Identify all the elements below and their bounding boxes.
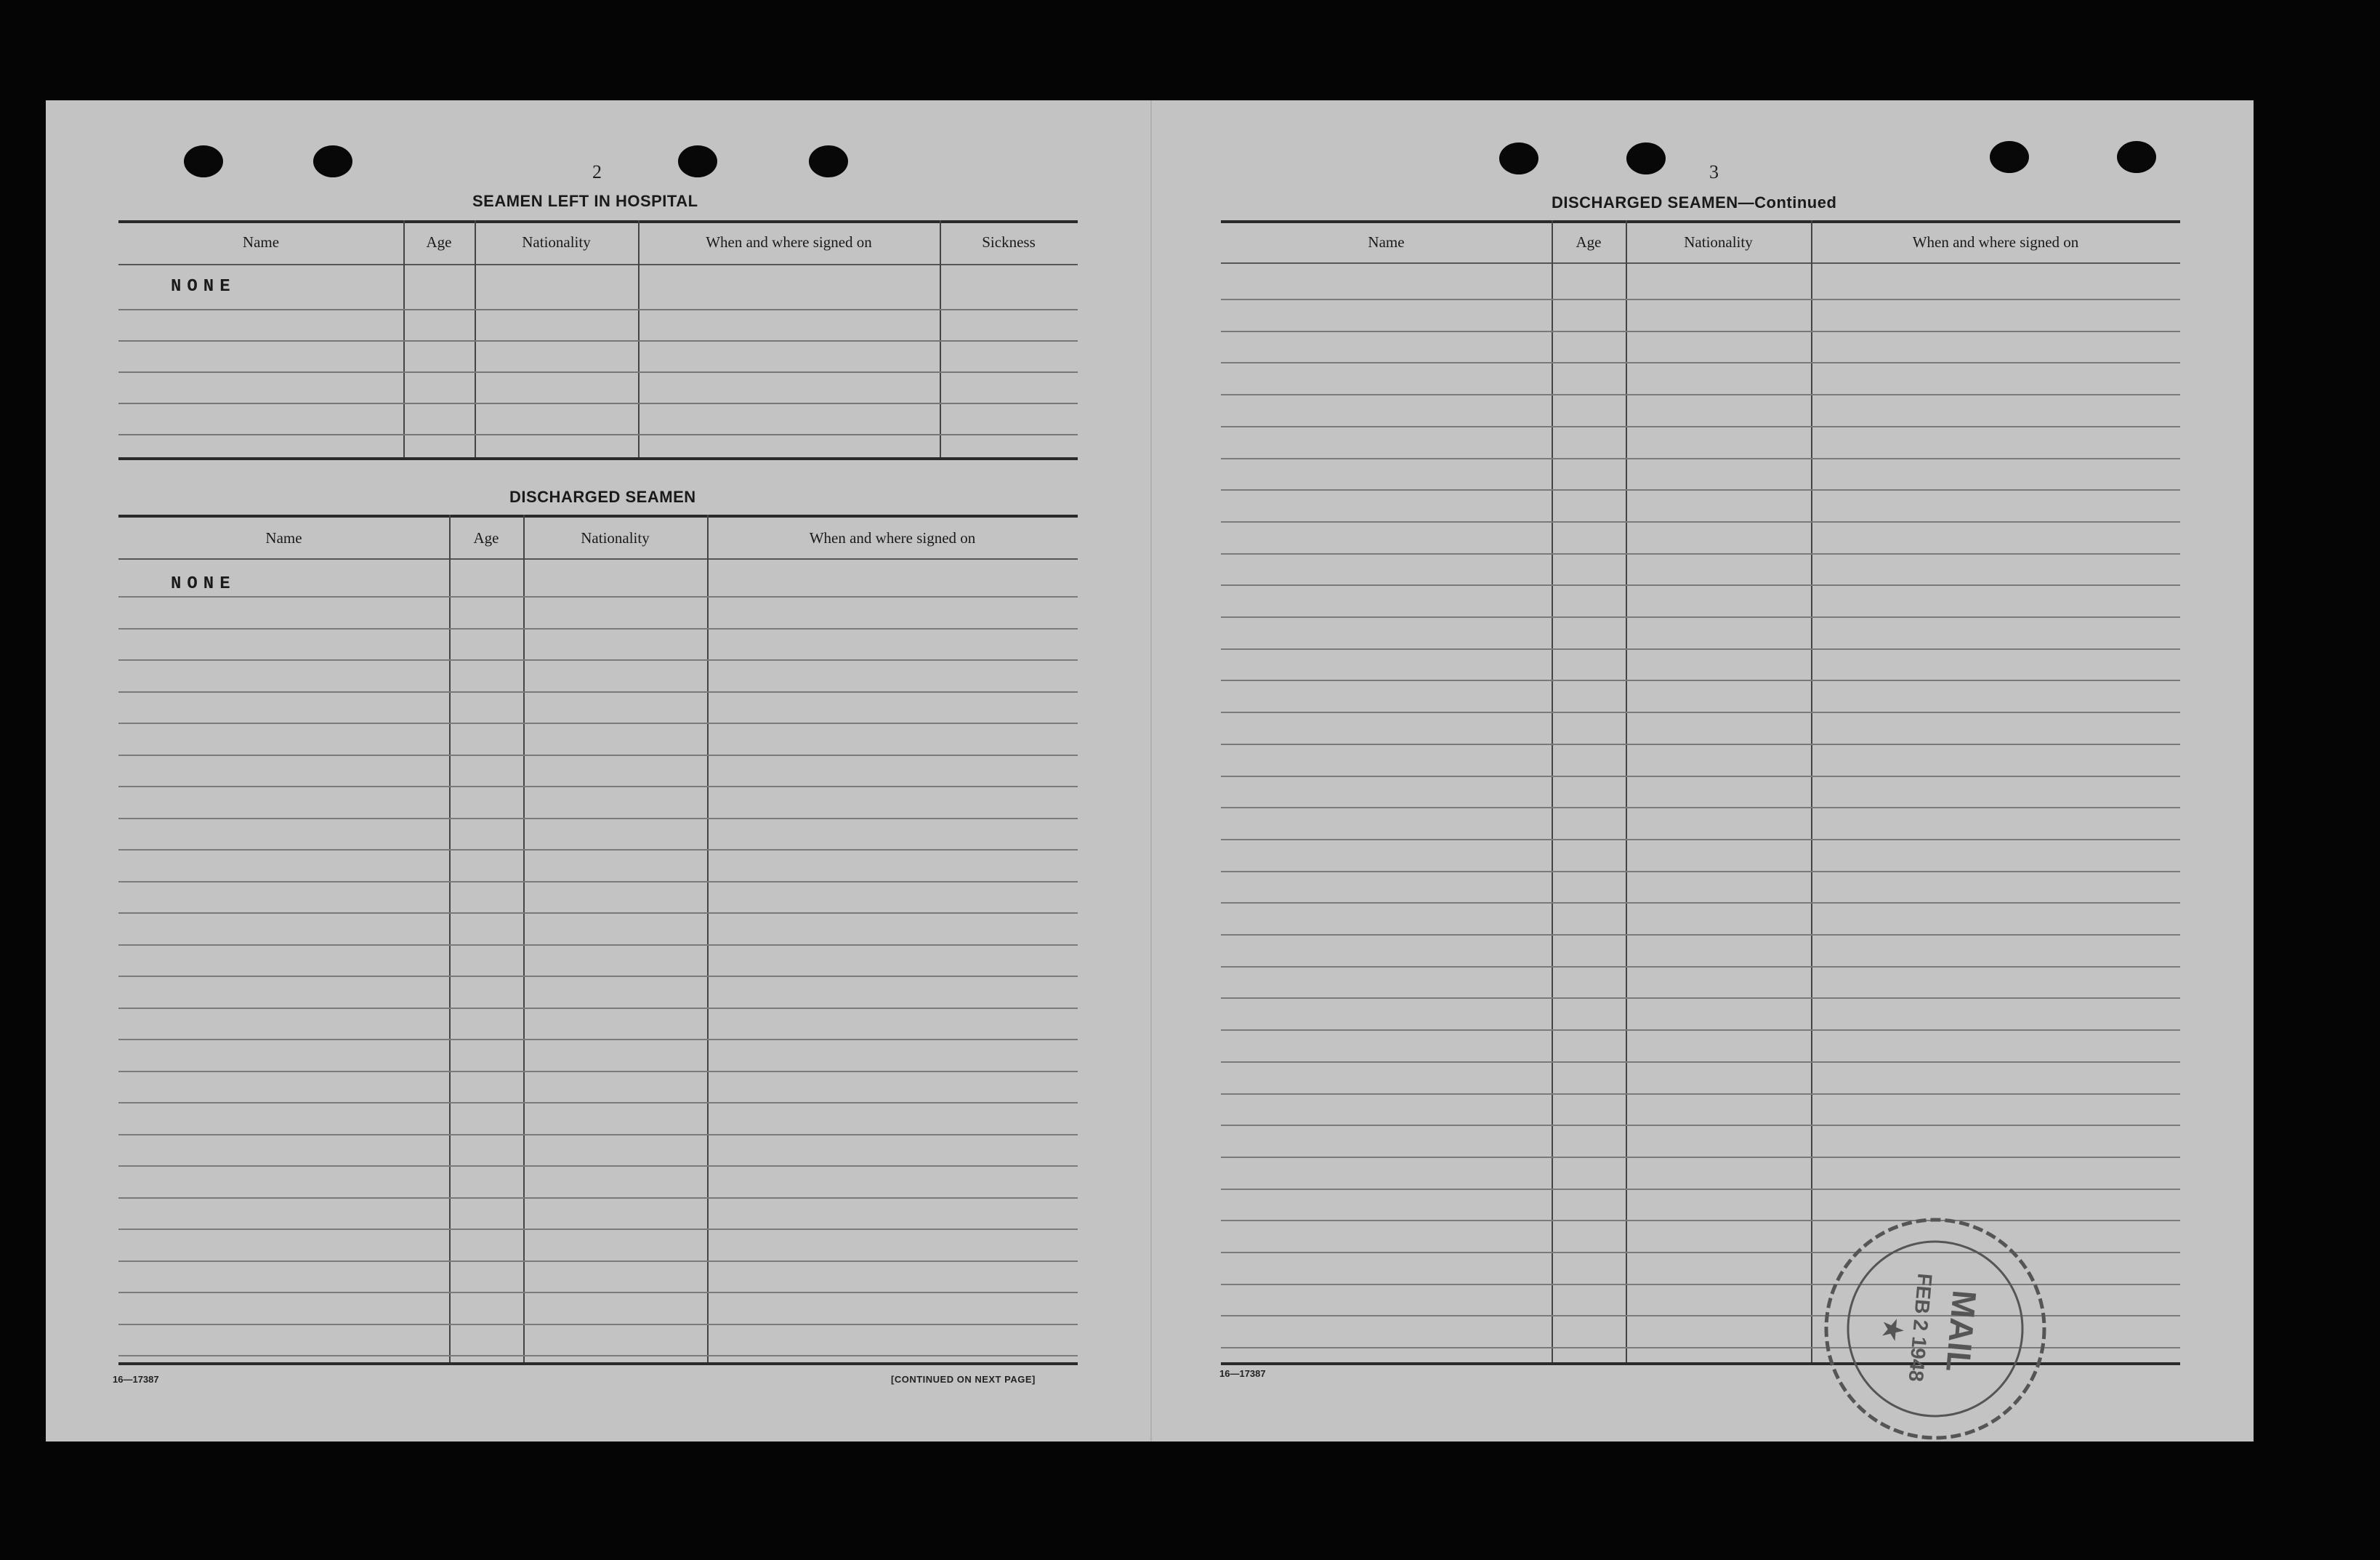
column-header-nationality: Nationality [522, 233, 591, 251]
row-rule [1221, 362, 2180, 363]
row-rule [118, 944, 1078, 946]
row-rule [1221, 394, 2180, 395]
section-title-hospital: SEAMEN LEFT IN HOSPITAL [472, 192, 698, 210]
row-rule [118, 912, 1078, 914]
row-rule [1221, 902, 2180, 904]
row-rule [1221, 426, 2180, 427]
row-rule [118, 1165, 1078, 1167]
column-header-sickness: Sickness [982, 233, 1036, 251]
entry-none: NONE [171, 277, 236, 297]
row-rule [1221, 521, 2180, 523]
row-rule [1221, 744, 2180, 745]
column-header-name: Name [265, 529, 302, 547]
form-number: 16—17387 [113, 1374, 159, 1385]
row-rule [118, 818, 1078, 819]
row-rule [1221, 616, 2180, 618]
section-title-discharged: DISCHARGED SEAMEN [509, 488, 696, 506]
row-rule [1221, 458, 2180, 459]
entry-none: NONE [171, 574, 236, 594]
column-header-signed-on: When and where signed on [809, 529, 976, 547]
column-header-age: Age [426, 233, 452, 251]
row-rule [118, 1008, 1078, 1009]
row-rule [118, 1355, 1078, 1356]
row-rule [118, 786, 1078, 787]
row-rule [1221, 299, 2180, 300]
hospital-table [118, 220, 1078, 460]
section-title-text: DISCHARGED SEAMEN [1552, 193, 1738, 212]
row-rule [1221, 712, 2180, 713]
row-rule [118, 691, 1078, 693]
row-rule [1221, 1125, 2180, 1126]
row-rule [1221, 776, 2180, 777]
row-rule [118, 1229, 1078, 1230]
discharged-table-continued [1221, 220, 2180, 1365]
row-rule [1221, 1061, 2180, 1063]
document-sheet [46, 100, 2254, 1442]
continued-note: [CONTINUED ON NEXT PAGE] [891, 1374, 1036, 1385]
column-header-age: Age [473, 529, 499, 547]
row-rule [118, 1324, 1078, 1325]
star-icon: ★ [1874, 1315, 1911, 1344]
row-rule [118, 755, 1078, 756]
section-title-suffix: —Continued [1738, 193, 1837, 212]
row-rule [118, 1261, 1078, 1262]
row-rule [118, 596, 1078, 598]
row-rule [118, 659, 1078, 661]
section-title-discharged-continued [1552, 193, 1836, 212]
row-rule [1221, 997, 2180, 999]
form-number: 16—17387 [1219, 1368, 1266, 1379]
stamp-text: MAIL [1939, 1288, 1984, 1374]
row-rule [1221, 553, 2180, 555]
row-rule [1221, 680, 2180, 681]
stamp-date: FEB 2 1948 [1904, 1272, 1937, 1383]
column-header-age: Age [1576, 233, 1602, 251]
row-rule [118, 881, 1078, 882]
column-header-nationality: Nationality [581, 529, 650, 547]
column-header-name: Name [242, 233, 280, 251]
row-rule [118, 976, 1078, 977]
row-rule [1221, 966, 2180, 968]
row-rule [118, 1071, 1078, 1072]
row-rule [1221, 934, 2180, 936]
row-rule [1221, 839, 2180, 840]
right-page [1152, 100, 2254, 1442]
discharged-table [118, 515, 1078, 1365]
row-rule [118, 1197, 1078, 1199]
row-rule [1221, 1093, 2180, 1095]
left-page [46, 100, 1150, 1442]
column-header-signed-on: When and where signed on [1912, 233, 2079, 251]
row-rule [118, 1102, 1078, 1103]
row-rule [1221, 648, 2180, 650]
row-rule [1221, 584, 2180, 586]
row-rule [118, 723, 1078, 724]
column-header-signed-on: When and where signed on [706, 233, 872, 251]
row-rule [1221, 807, 2180, 808]
row-rule [118, 849, 1078, 851]
row-rule [1221, 1189, 2180, 1190]
row-rule [118, 1039, 1078, 1040]
page-number: 2 [592, 161, 602, 182]
column-header-name: Name [1368, 233, 1405, 251]
row-rule [1221, 1029, 2180, 1031]
row-rule [118, 628, 1078, 630]
row-rule [1221, 1157, 2180, 1158]
column-header-nationality: Nationality [1684, 233, 1753, 251]
row-rule [118, 1134, 1078, 1135]
postal-stamp [1819, 1213, 2052, 1445]
page-number: 3 [1709, 161, 1719, 182]
row-rule [1221, 871, 2180, 872]
row-rule [1221, 331, 2180, 332]
row-rule [118, 1292, 1078, 1293]
row-rule [1221, 489, 2180, 491]
